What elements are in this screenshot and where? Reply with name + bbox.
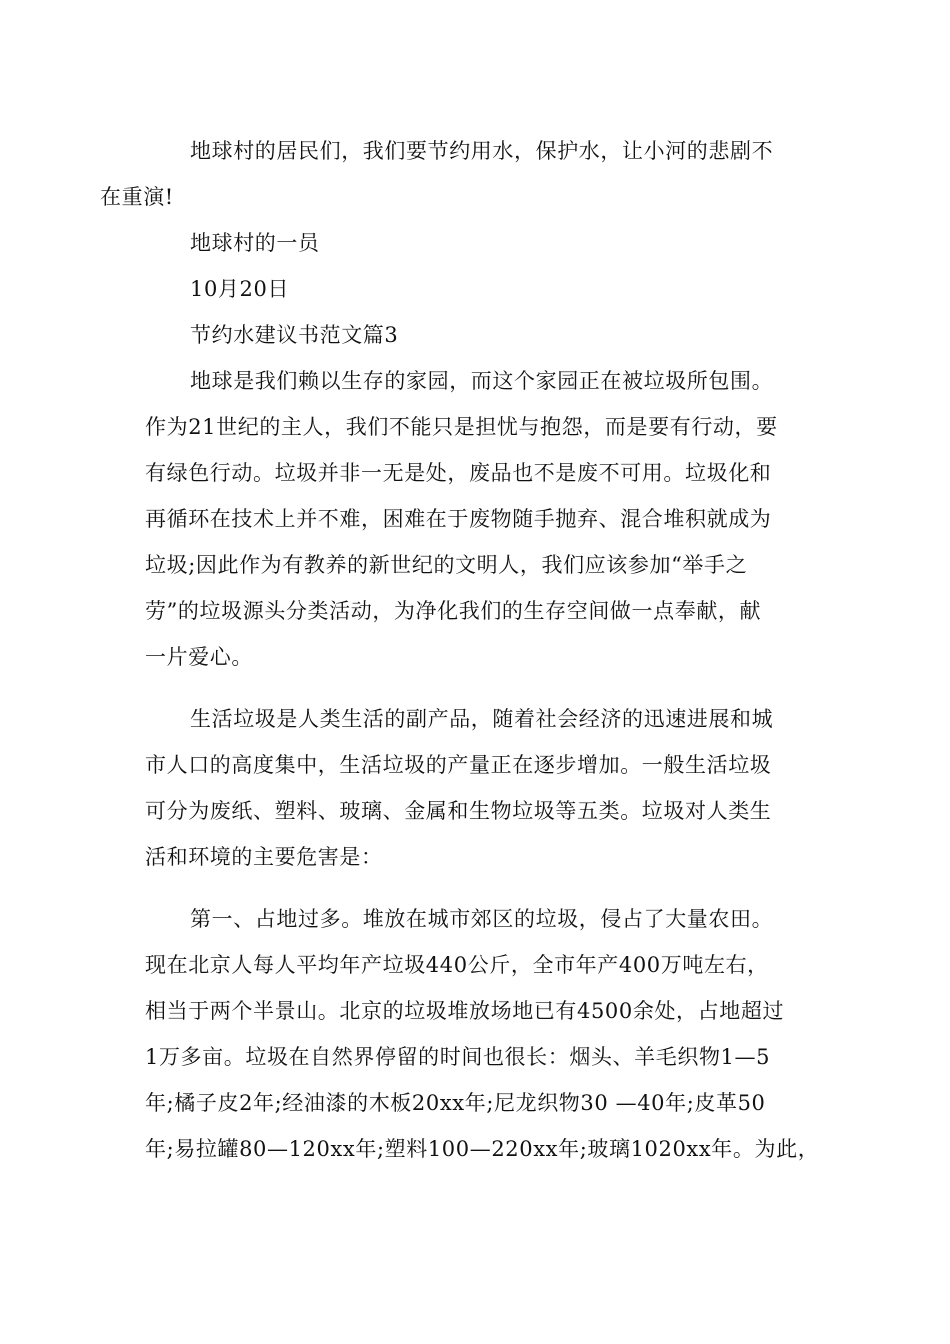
text-line: 现在北京人每人平均年产垃圾440公斤，全市年产400万吨左右， (145, 953, 769, 977)
signature-text: 地球村的一员 (190, 231, 320, 255)
text-line: 劳”的垃圾源头分类活动，为净化我们的生存空间做一点奉献，献 (145, 599, 762, 623)
text-line: 年;易拉罐80—120xx年;塑料100—220xx年;玻璃1020xx年。为此， (145, 1137, 820, 1161)
text-line: 相当于两个半景山。北京的垃圾堆放场地已有4500余处，占地超过 (145, 999, 785, 1023)
section-heading (145, 312, 810, 358)
document-body (100, 128, 820, 1172)
text-line: 作为21世纪的主人，我们不能只是担忧与抱怨，而是要有行动，要 (145, 415, 778, 439)
text-line: 1万多亩。垃圾在自然界停留的时间也很长：烟头、羊毛织物1—5 (145, 1045, 771, 1069)
text-line: 地球是我们赖以生存的家园，而这个家园正在被垃圾所包围。 (190, 369, 774, 393)
text-line: 活和环境的主要危害是： (145, 845, 383, 869)
text-line: 在重演! (100, 185, 174, 209)
text-line: 生活垃圾是人类生活的副产品，随着社会经济的迅速进展和城 (190, 707, 774, 731)
date-line (145, 266, 810, 312)
body-paragraph (145, 358, 810, 680)
body-paragraph (145, 896, 820, 1172)
text-line: 一片爱心。 (145, 645, 253, 669)
text-line: 第一、占地过多。堆放在城市郊区的垃圾，侵占了大量农田。 (190, 907, 774, 931)
text-line: 可分为废纸、塑料、玻璃、金属和生物垃圾等五类。垃圾对人类生 (145, 799, 772, 823)
text-line: 年;橘子皮2年;经油漆的木板20xx年;尼龙织物30 —40年;皮革50 (145, 1091, 766, 1115)
section-heading-text: 节约水建议书范文篇3 (190, 323, 399, 347)
signature-line (145, 220, 810, 266)
body-paragraph (145, 696, 810, 880)
text-line: 地球村的居民们，我们要节约用水，保护水，让小河的悲剧不 (190, 139, 774, 163)
text-line: 市人口的高度集中，生活垃圾的产量正在逐步增加。一般生活垃圾 (145, 753, 772, 777)
closing-paragraph (100, 128, 810, 220)
date-text: 10月20日 (190, 277, 290, 301)
text-line: 垃圾;因此作为有教养的新世纪的文明人，我们应该参加“举手之 (145, 553, 748, 577)
text-line: 再循环在技术上并不难，困难在于废物随手抛弃、混合堆积就成为 (145, 507, 772, 531)
text-line: 有绿色行动。垃圾并非一无是处，废品也不是废不可用。垃圾化和 (145, 461, 772, 485)
